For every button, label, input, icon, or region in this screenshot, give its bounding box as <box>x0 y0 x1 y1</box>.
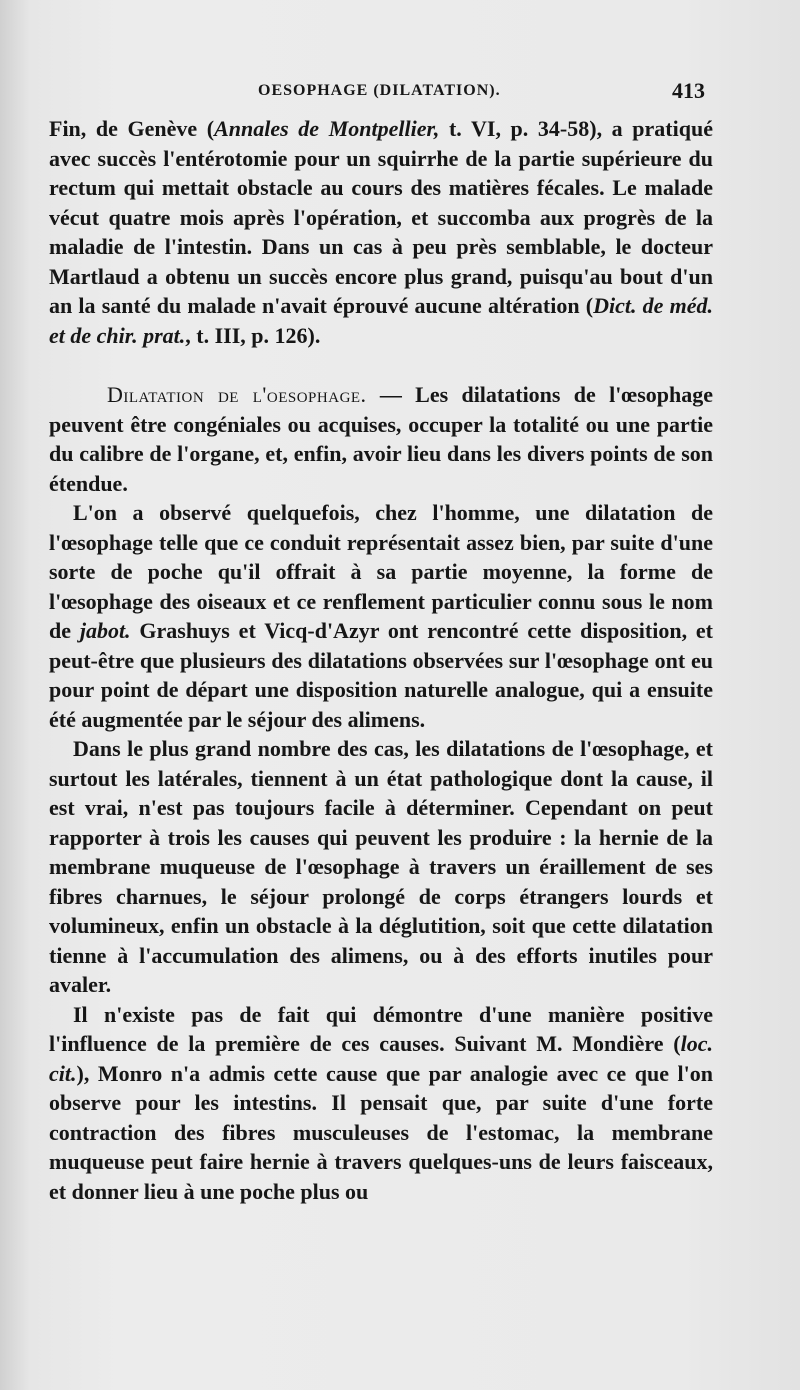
paragraph-1 <box>49 114 713 350</box>
paragraph-4-text: Dans le plus grand nombre des cas, les dilatations de l'œsophage, et surtout les latérales, tiennent à un état pathologique dont la cause, il est vrai, n'est pas toujours facile à déterminer. Cependant on peut rapporter à trois les causes qui peuvent les produire : la hernie de la membrane muqueuse de l'œsophage à travers un éraillement de ses fibres charnues, le séjour prolongé de corps étrangers lourds et volumineux, enfin un obstacle à la déglutition, soit que cette dilatation tienne à l'accumulation des alimens, ou à des efforts inutiles pour avaler. <box>49 736 713 997</box>
paragraph-3-text-b: Grashuys et Vicq-d'Azyr ont rencontré cette disposition, et peut-être que plusieurs des dilatations observées sur l'œsophage ont eu pour point de départ une disposition naturelle analogue, qui a ensuite été augmentée par le séjour des alimens. <box>49 618 714 732</box>
paragraph-1-text-b: t. VI, p. 34-58), a pratiqué avec succès l'entérotomie pour un squirrhe de la partie supérieure du rectum qui mettait obstacle au cours des matières fécales. Le malade vécut quatre mois après l'opération, et succomba aux progrès de la maladie de l'intestin. Dans un cas à peu près semblable, le docteur Martlaud a obtenu un succès encore plus grand, puisqu'au bout d'un an la santé du malade n'avait éprouvé aucune altération ( <box>49 116 713 318</box>
paragraph-1-text-a: Fin, de Genève ( <box>49 116 215 141</box>
paragraph-5 <box>49 1000 713 1207</box>
paragraph-5-text-b: ), Monro n'a admis cette cause que par analogie avec ce que l'on observe pour les intestins. Il pensait que, par suite d'une forte contraction des fibres musculeuses de l'estomac, la membrane muqueuse peut faire hernie à travers quelques-uns de leurs faisceaux, et donner lieu à une poche plus ou <box>49 1060 713 1204</box>
page-header <box>0 80 800 110</box>
term-jabot: jabot. <box>79 618 131 643</box>
paragraph-1-text-c: , t. III, p. 126). <box>185 322 321 348</box>
paragraph-2-text: — Les dilatations de l'œsophage peuvent être congéniales ou acquises, occuper la totalité ou une partie du calibre de l'organe, et, enfin, avoir lieu dans les divers points de son étendue. <box>49 382 713 496</box>
paragraph-3 <box>49 498 713 734</box>
paragraph-2 <box>49 380 713 498</box>
body-text <box>49 114 713 1206</box>
running-title: OESOPHAGE (DILATATION). <box>258 82 501 99</box>
paragraph-3-text-a: L'on a observé quelquefois, chez l'homme, une dilatation de l'œsophage telle que ce conduit représentait assez bien, par suite d'une sorte de poche qu'il offrait à sa partie moyenne, la forme de l'œsophage des oiseaux et ce renflement particulier connu sous le nom de <box>49 500 713 643</box>
section-heading: Dilatation de l'oesophage. <box>107 382 367 407</box>
paragraph-4 <box>49 734 713 1000</box>
page-number: 413 <box>672 78 705 103</box>
citation-dict: Dict. de méd. et de chir. prat. <box>49 293 713 348</box>
citation-annales: Annales de Montpellier, <box>214 116 440 141</box>
citation-loc-cit: loc. cit. <box>49 1031 713 1086</box>
paragraph-5-text-a: Il n'existe pas de fait qui démontre d'une manière positive l'influence de la première de ces causes. Suivant M. Mondière ( <box>49 1001 713 1056</box>
